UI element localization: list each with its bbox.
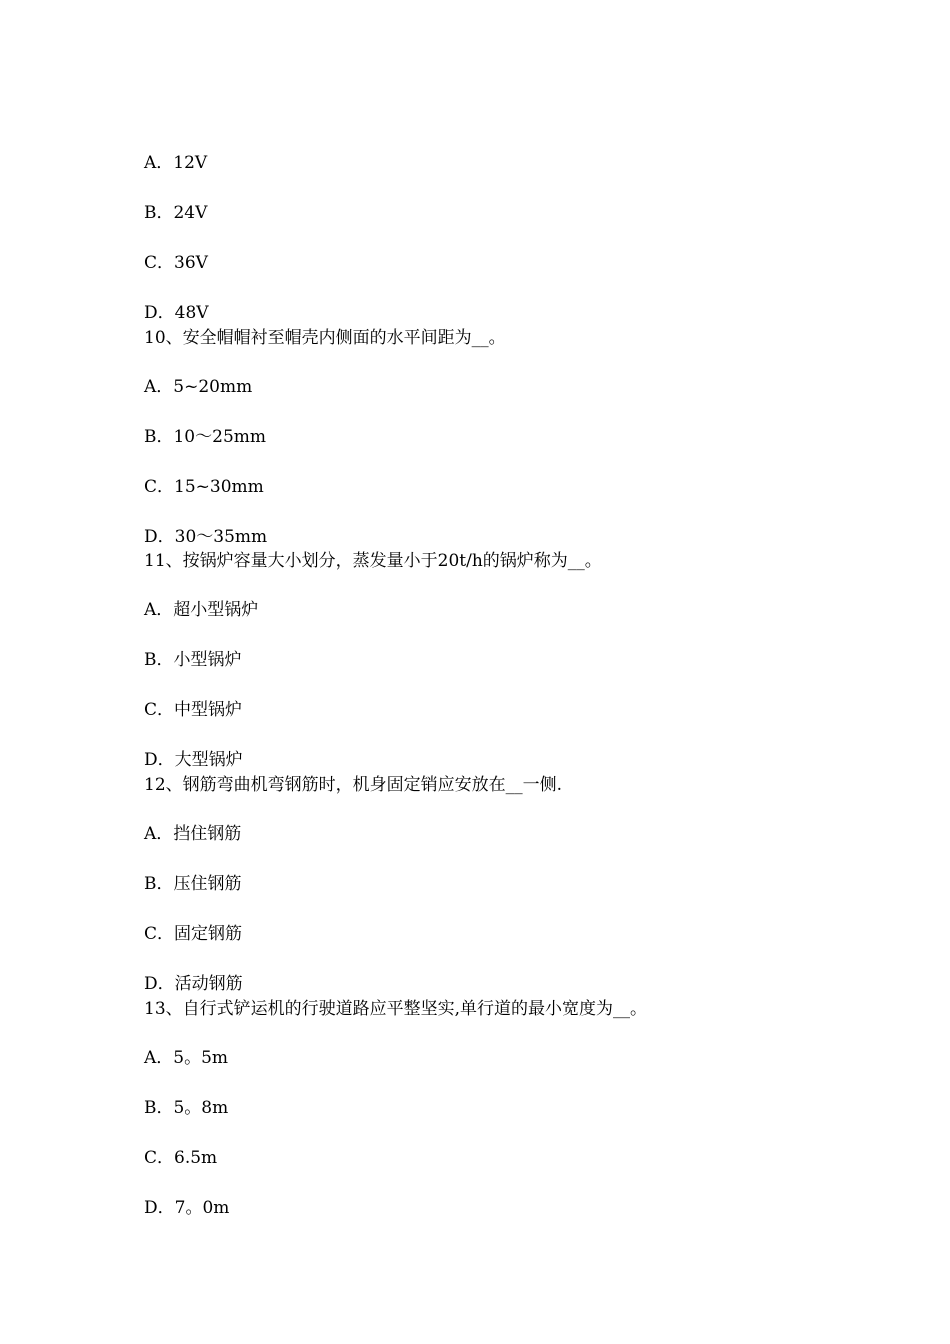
option-q11-b: B．小型锅炉: [144, 650, 242, 670]
option-q13-a: A．5。5m: [144, 1048, 229, 1068]
option-q11-a: A．超小型锅炉: [144, 600, 259, 620]
option-q9-c: C．36V: [144, 253, 208, 273]
option-q13-c: C．6.5m: [144, 1148, 218, 1168]
question-12: 12、钢筋弯曲机弯钢筋时，机身固定销应安放在__一侧.: [144, 775, 563, 795]
option-q12-d: D．活动钢筋: [144, 974, 243, 994]
option-q10-b: B．10～25mm: [144, 427, 266, 447]
option-q11-c: C．中型锅炉: [144, 700, 243, 720]
option-q13-b: B．5。8m: [144, 1098, 229, 1118]
option-q12-a: A．挡住钢筋: [144, 824, 242, 844]
option-q11-d: D．大型锅炉: [144, 750, 243, 770]
option-q10-d: D．30～35mm: [144, 527, 268, 547]
option-q10-a: A．5~20mm: [144, 377, 253, 397]
option-q9-b: B．24V: [144, 203, 208, 223]
option-q12-b: B．压住钢筋: [144, 874, 242, 894]
option-q12-c: C．固定钢筋: [144, 924, 243, 944]
option-q9-a: A．12V: [144, 153, 208, 173]
question-13: 13、自行式铲运机的行驶道路应平整坚实,单行道的最小宽度为__。: [144, 999, 648, 1019]
option-q9-d: D．48V: [144, 303, 209, 323]
question-11: 11、按锅炉容量大小划分，蒸发量小于20t/h的锅炉称为__。: [144, 551, 602, 571]
option-q13-d: D．7。0m: [144, 1198, 230, 1218]
question-10: 10、安全帽帽衬至帽壳内侧面的水平间距为__。: [144, 328, 506, 348]
option-q10-c: C．15~30mm: [144, 477, 264, 497]
